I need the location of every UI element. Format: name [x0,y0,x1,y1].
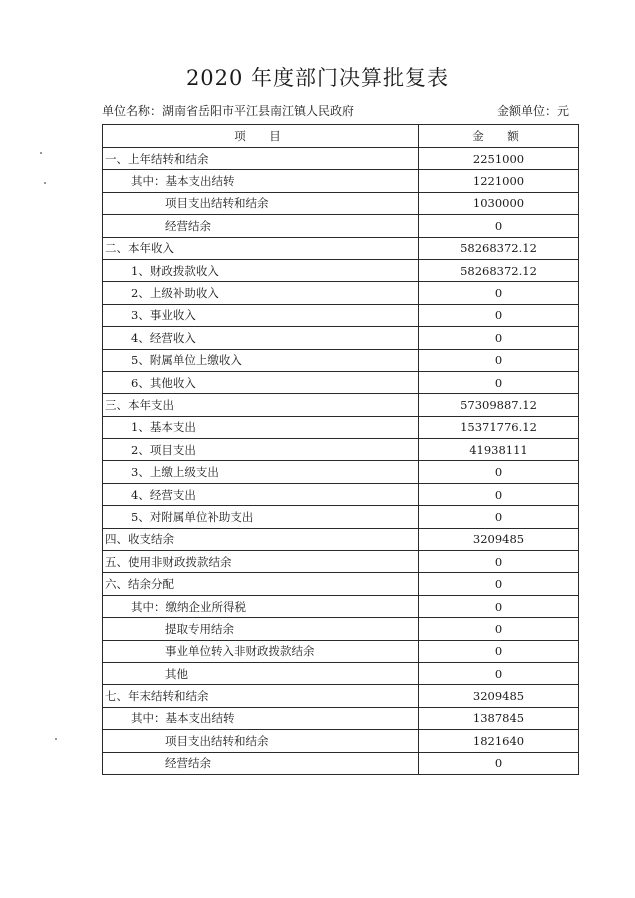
table-row [103,685,579,707]
table-row [103,327,579,349]
table-row [103,371,579,393]
row-item-label: 六、结余分配 [103,573,419,595]
table-row [103,573,579,595]
row-item-label: 3、上缴上级支出 [103,461,419,483]
row-item-label: 经营结余 [103,752,419,774]
table-row [103,349,579,371]
row-amount-value: 0 [419,304,579,326]
table-row [103,595,579,617]
amount-unit-label: 金额单位：元 [497,104,570,118]
table-row [103,528,579,550]
row-item-label: 2、上级补助收入 [103,282,419,304]
table-row [103,662,579,684]
row-amount-value: 0 [419,483,579,505]
header-item: 项 目 [103,125,419,148]
budget-approval-table [102,124,579,775]
table-row [103,237,579,259]
table-row [103,640,579,662]
row-item-label: 项目支出结转和结余 [103,730,419,752]
row-item-label: 其中：基本支出结转 [103,170,419,192]
row-item-label: 1、基本支出 [103,416,419,438]
row-amount-value: 2251000 [419,148,579,170]
row-amount-value: 0 [419,371,579,393]
row-amount-value: 0 [419,551,579,573]
row-amount-value: 0 [419,461,579,483]
row-amount-value: 41938111 [419,439,579,461]
table-body [103,148,579,775]
table-row [103,192,579,214]
row-item-label: 提取专用结余 [103,618,419,640]
row-item-label: 其他 [103,662,419,684]
row-amount-value: 15371776.12 [419,416,579,438]
row-amount-value: 3209485 [419,685,579,707]
row-amount-value: 3209485 [419,528,579,550]
table-row [103,618,579,640]
row-item-label: 1、财政拨款收入 [103,259,419,281]
row-amount-value: 57309887.12 [419,394,579,416]
row-item-label: 事业单位转入非财政拨款结余 [103,640,419,662]
row-item-label: 其中：基本支出结转 [103,707,419,729]
row-item-label: 项目支出结转和结余 [103,192,419,214]
table-row [103,506,579,528]
scan-speck [40,152,42,154]
row-amount-value: 1387845 [419,707,579,729]
row-item-label: 四、收支结余 [103,528,419,550]
table-row [103,148,579,170]
row-item-label: 6、其他收入 [103,371,419,393]
row-amount-value: 0 [419,573,579,595]
row-amount-value: 0 [419,640,579,662]
row-amount-value: 0 [419,618,579,640]
row-amount-value: 58268372.12 [419,237,579,259]
document-title: 2020 年度部门决算批复表 [185,66,450,90]
row-item-label: 二、本年收入 [103,237,419,259]
table-row [103,304,579,326]
row-item-label: 4、经营支出 [103,483,419,505]
table-row [103,752,579,774]
row-amount-value: 0 [419,506,579,528]
scan-speck [55,738,57,740]
table-row [103,259,579,281]
row-item-label: 5、对附属单位补助支出 [103,506,419,528]
table-header-row [103,125,579,148]
row-amount-value: 0 [419,327,579,349]
row-amount-value: 0 [419,662,579,684]
table-row [103,707,579,729]
row-item-label: 3、事业收入 [103,304,419,326]
row-item-label: 其中：缴纳企业所得税 [103,595,419,617]
row-amount-value: 0 [419,282,579,304]
unit-name-label: 单位名称：湖南省岳阳市平江县南江镇人民政府 [102,104,355,118]
row-amount-value: 1030000 [419,192,579,214]
table-row [103,439,579,461]
table-row [103,416,579,438]
row-item-label: 五、使用非财政拨款结余 [103,551,419,573]
table-row [103,394,579,416]
header-amount: 金 额 [419,125,579,148]
row-amount-value: 0 [419,215,579,237]
row-amount-value: 0 [419,349,579,371]
scan-speck [44,182,46,184]
row-amount-value: 1221000 [419,170,579,192]
row-item-label: 一、上年结转和结余 [103,148,419,170]
row-item-label: 2、项目支出 [103,439,419,461]
row-amount-value: 0 [419,752,579,774]
row-item-label: 三、本年支出 [103,394,419,416]
table-row [103,282,579,304]
table-row [103,551,579,573]
row-amount-value: 0 [419,595,579,617]
table-row [103,730,579,752]
table-row [103,215,579,237]
row-item-label: 经营结余 [103,215,419,237]
row-item-label: 4、经营收入 [103,327,419,349]
row-amount-value: 58268372.12 [419,259,579,281]
row-amount-value: 1821640 [419,730,579,752]
table-row [103,461,579,483]
table-row [103,170,579,192]
row-item-label: 5、附属单位上缴收入 [103,349,419,371]
row-item-label: 七、年末结转和结余 [103,685,419,707]
table-row [103,483,579,505]
